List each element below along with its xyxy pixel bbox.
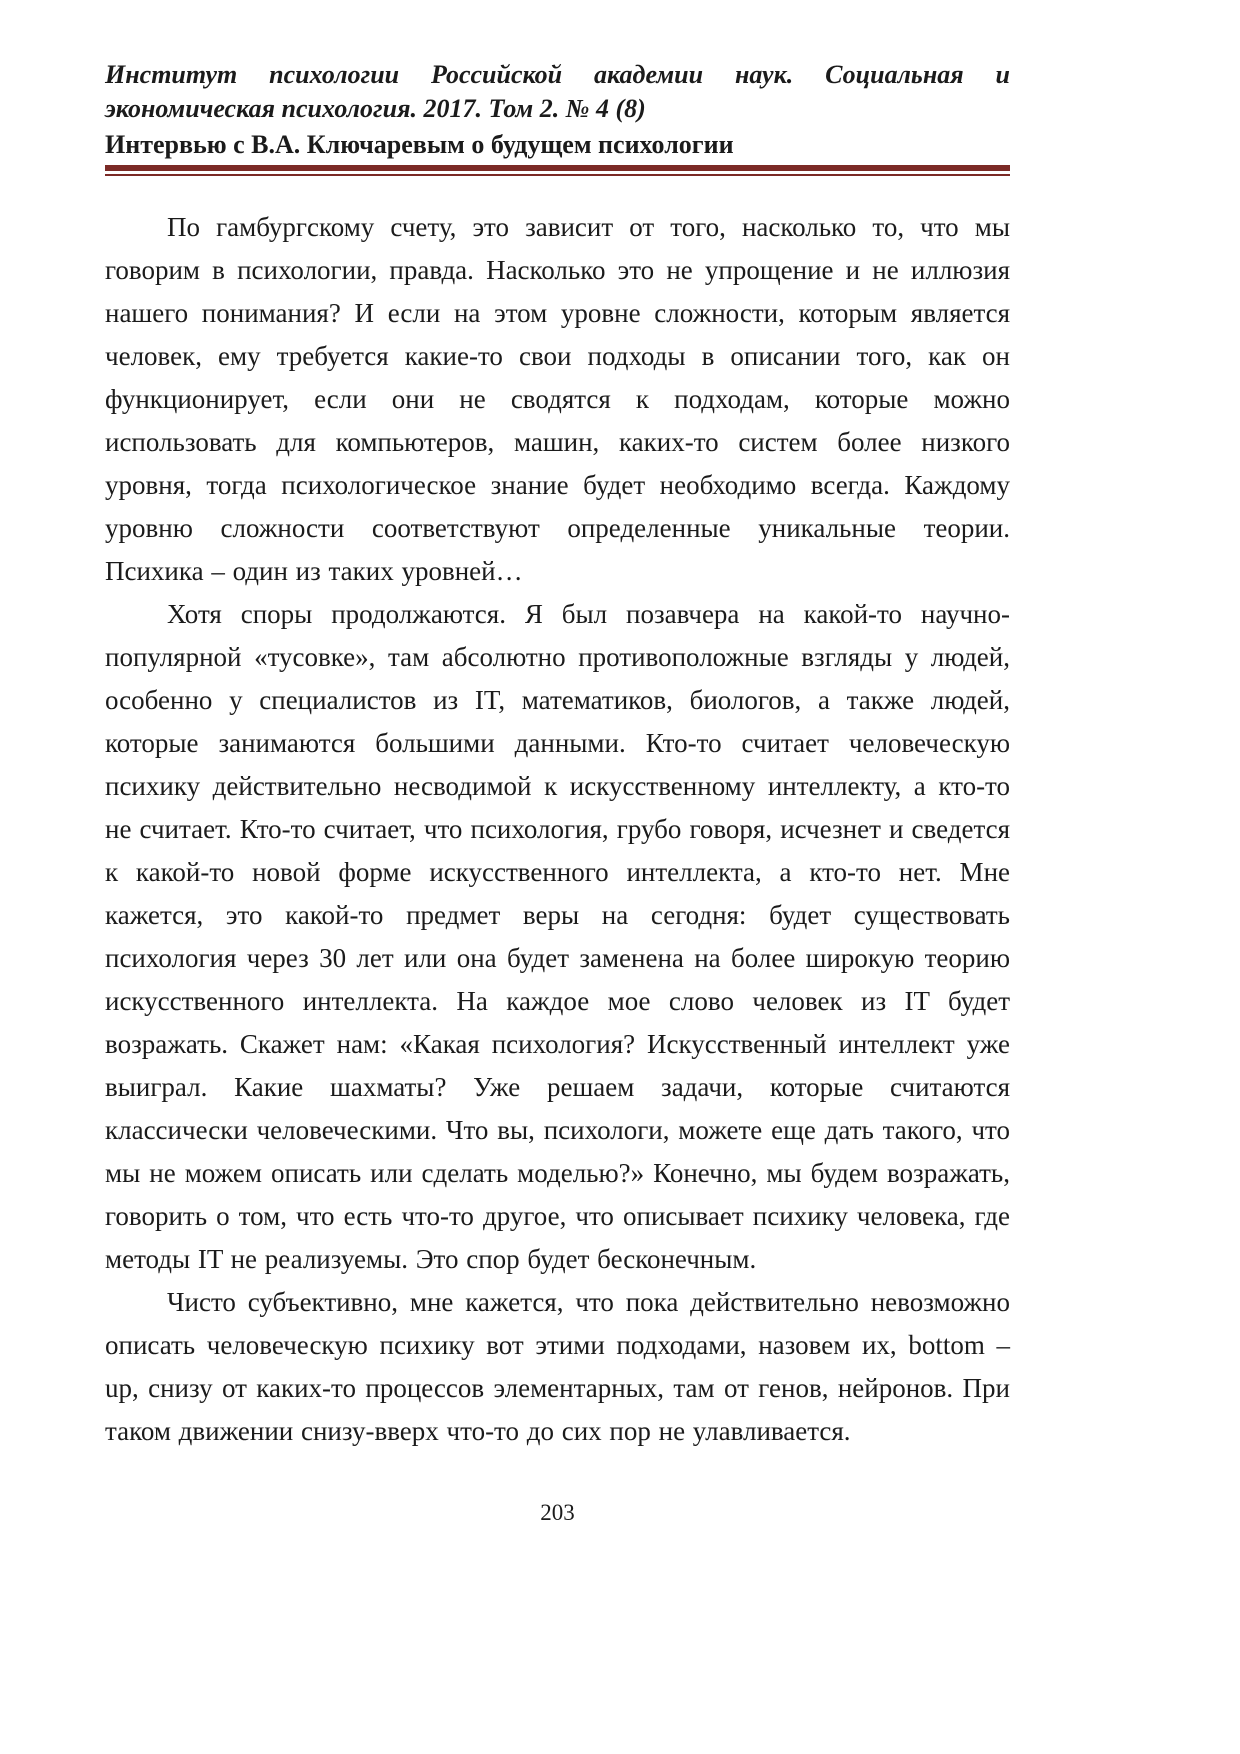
article-body [105,206,1010,1453]
page-number: 203 [540,1500,575,1525]
header-rule-divider [105,165,1010,176]
journal-title: Институт психологии Российской академии наук. Социальная и экономическая психология. 2017. Том 2. № 4 (8) [105,60,1010,123]
article-title: Интервью с В.А. Ключаревым о будущем психологии [105,130,734,159]
body-paragraph: По гамбургскому счету, это зависит от того, насколько то, что мы говорим в психологии, правда. Насколько это не упрощение и не иллюзия нашего понимания? И если на этом уровне сложности, которым является человек, ему требуется какие-то свои подходы в описании того, как он функционирует, если они не сводятся к подходам, которые можно использовать для компьютеров, машин, каких-то систем более низкого уровня, тогда психологическое знание будет необходимо всегда. Каждому уровню сложности соответствуют определенные уникальные теории. Психика – один из таких уровней… [105,212,1010,586]
body-paragraph: Хотя споры продолжаются. Я был позавчера на какой-то научно-популярной «тусовке», там абсолютно противоположные взгляды у людей, особенно у специалистов из IT, математиков, биологов, а также людей, которые занимаются большими данными. Кто-то считает человеческую психику действительно несводимой к искусственному интеллекту, а кто-то не считает. Кто-то считает, что психология, грубо говоря, исчезнет и сведется к какой-то новой форме искусственного интеллекта, а кто-то нет. Мне кажется, это какой-то предмет веры на сегодня: будет существовать психология через 30 лет или она будет заменена на более широкую теорию искусственного интеллекта. На каждое мое слово человек из IT будет возражать. Скажет нам: «Какая психология? Искусственный интеллект уже выиграл. Какие шахматы? Уже решаем задачи, которые считаются классически человеческими. Что вы, психологи, можете еще дать такого, что мы не можем описать или сделать моделью?» Конечно, мы будем возражать, говорить о том, что есть что-то другое, что описывает психику человека, где методы IT не реализуемы. Это спор будет бесконечным. [105,599,1010,1274]
document-page [105,58,1010,1453]
body-paragraph: Чисто субъективно, мне кажется, что пока действительно невозможно описать человеческую психику вот этими подходами, назовем их, bottom – up, снизу от каких-то процессов элементарных, там от генов, нейронов. При таком движении снизу-вверх что-то до сих пор не улавливается. [105,1287,1010,1446]
header-rule-thin-line [105,174,1010,176]
page-header [105,58,1010,176]
